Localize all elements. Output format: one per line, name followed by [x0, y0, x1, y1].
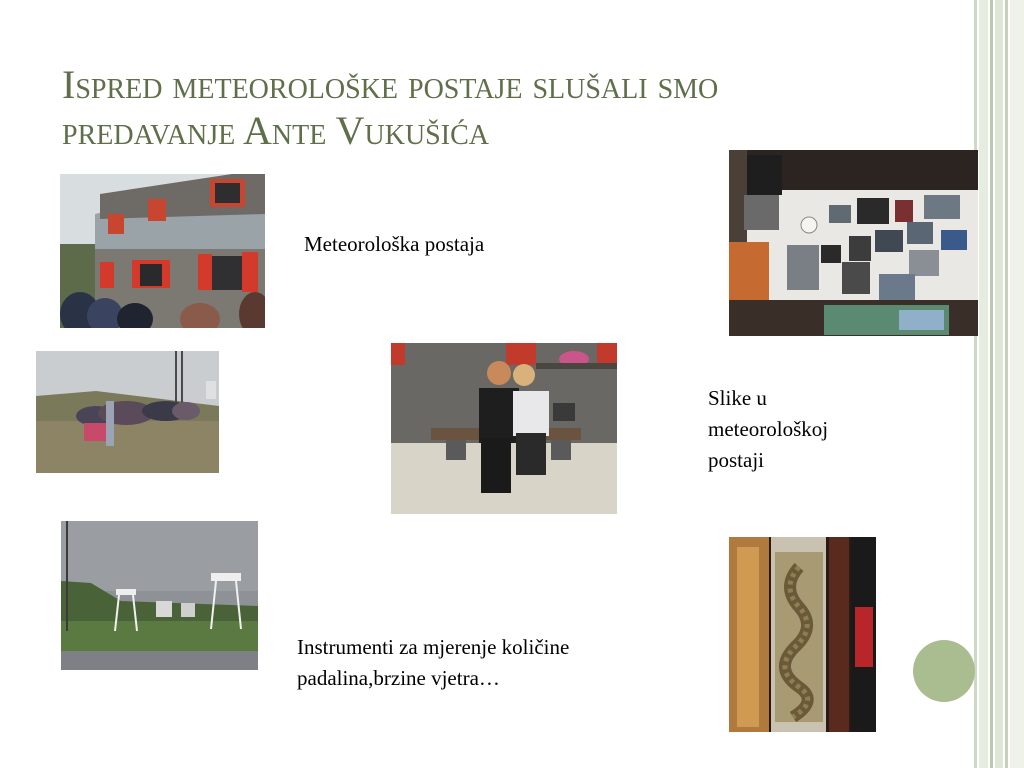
photo-group-outdoors	[36, 351, 219, 473]
caption-pictures: Slike u meteorološkoj postaji	[708, 386, 829, 472]
photo-snake-jar	[729, 537, 876, 732]
decorative-side-stripes	[974, 0, 1024, 768]
slide-title: Ispred meteorološke postaje slušali smo predavanje Ante Vukušića	[62, 62, 719, 153]
photo-station-building	[60, 174, 265, 328]
photo-instruments	[61, 521, 258, 670]
caption-station: Meteorološka postaja	[304, 232, 485, 256]
decorative-accent-circle	[913, 640, 975, 702]
photo-two-women-bench	[391, 343, 617, 514]
photo-wall-pictures	[729, 150, 978, 336]
caption-instruments: Instrumenti za mjerenje količine padalina,brzine vjetra…	[297, 635, 570, 690]
